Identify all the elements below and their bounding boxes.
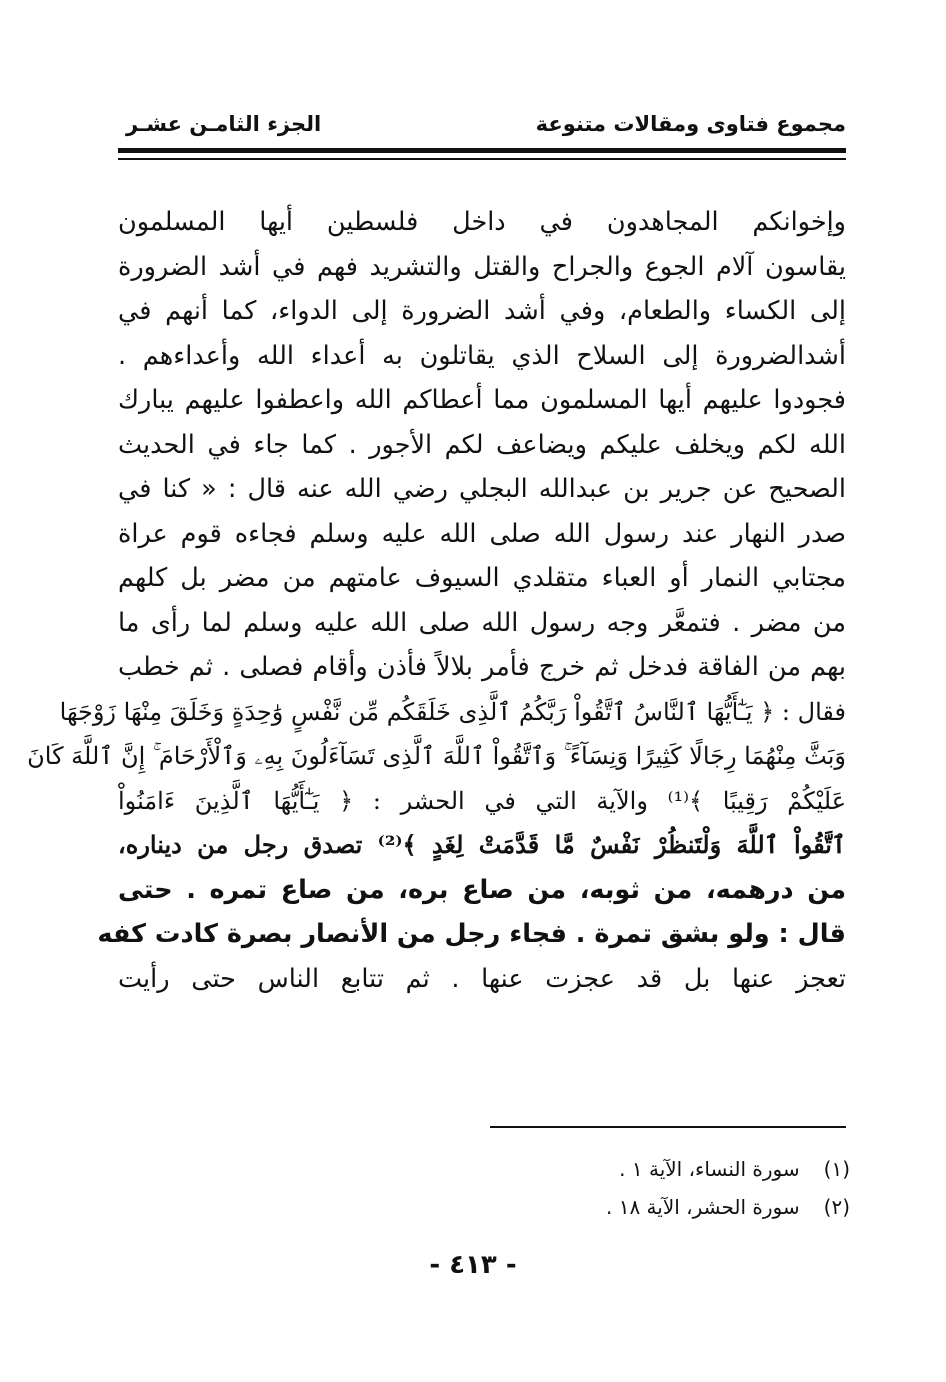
body-line: من مضر . فتمعَّر وجه رسول الله صلى الله عليه وسلم لما رأى ما <box>118 607 846 638</box>
quran-verse-line: فقال : ﴿ يَـٰٓأَيُّهَا ٱلنَّاسُ ٱتَّقُواْ رَبَّكُمُ ٱلَّذِى خَلَقَكُم مِّن نَّفْسٍ وَٰحِدَةٍ وَخَلَقَ مِنْهَا زَوْجَهَا <box>59 697 846 726</box>
header-rule-thick <box>118 148 846 153</box>
body-line: صدر النهار عند رسول الله صلى الله عليه وسلم فجاءه قوم عراة <box>118 518 846 549</box>
running-header <box>118 112 846 146</box>
footnote-text: سورة الحشر، الآية ١٨ . <box>605 1195 800 1219</box>
body-line: الله لكم ويخلف عليكم ويضاعف لكم الأجور . كما جاء في الحديث <box>118 429 846 460</box>
body-line: قال : ولو بشق تمرة . فجاء رجل من الأنصار بصرة كادت كفه <box>97 919 846 949</box>
footnotes <box>460 1150 850 1226</box>
body-line: الصحيح عن جرير بن عبدالله البجلي رضي الله عنه قال : « كنا في <box>118 474 846 504</box>
body-line: بهم من الفاقة فدخل ثم خرج فأمر بلالاً فأذن وأقام فصلى . ثم خطب <box>118 652 846 682</box>
header-rule-thin <box>118 158 846 160</box>
page-number: - ٤١٣ - <box>429 1250 517 1280</box>
footnote-item <box>460 1188 850 1226</box>
quran-verse-line: ٱتَّقُواْ ٱللَّهَ وَلْتَنظُرْ نَفْسٌ مَّا قَدَّمَتْ لِغَدٍ ﴾⁽²⁾ تصدق رجل من ديناره، <box>118 830 846 859</box>
quran-verse-line: عَلَيْكُمْ رَقِيبًا ﴾⁽¹⁾ والآية التي في الحشر : ﴿ يَـٰٓأَيُّهَا ٱلَّذِينَ ءَامَنُواْ <box>118 786 847 815</box>
footnote-number: (١) <box>823 1157 850 1181</box>
quran-verse-line: وَبَثَّ مِنْهُمَا رِجَالًا كَثِيرًا وَنِسَآءً ۚ وَٱتَّقُواْ ٱللَّهَ ٱلَّذِى تَسَآءَلُونَ بِهِۦ وَٱلْأَرْحَامَ ۚ إِنَّ ٱللَّهَ كَانَ <box>27 742 846 770</box>
footnote-number: (٢) <box>823 1195 850 1219</box>
body-line: من درهمه، من ثوبه، من صاع بره، من صاع تمره . حتى <box>118 874 846 905</box>
footnote-text: سورة النساء، الآية ١ . <box>619 1157 800 1181</box>
footnote-item <box>460 1150 850 1188</box>
body-line: يقاسون آلام الجوع والجراح والقتل والتشريد فهم في أشد الضرورة <box>118 251 846 282</box>
book-title: مجموع فتاوى ومقالات متنوعة <box>535 112 846 136</box>
body-line: إلى الكساء والطعام، وفي أشد الضرورة إلى الدواء، كما أنهم في <box>118 296 846 326</box>
footnote-separator <box>490 1126 846 1128</box>
body-line: تعجز عنها بل قد عجزت عنها . ثم تتابع الناس حتى رأيت <box>118 963 846 994</box>
body-line: فجودوا عليهم أيها المسلمون مما أعطاكم الله واعطفوا عليهم يبارك <box>118 385 846 415</box>
body-line: أشدالضرورة إلى السلاح الذي يقاتلون به أعداء الله وأعداءهم . <box>118 340 846 371</box>
body-line: مجتابي النمار أو العباء متقلدي السيوف عامتهم من مضر بل كلهم <box>118 563 846 593</box>
body-text <box>27 200 847 1001</box>
volume-label: الجزء الثامـن عشـر <box>126 112 322 136</box>
body-line: وإخوانكم المجاهدون في داخل فلسطين أيها المسلمون <box>118 207 846 237</box>
